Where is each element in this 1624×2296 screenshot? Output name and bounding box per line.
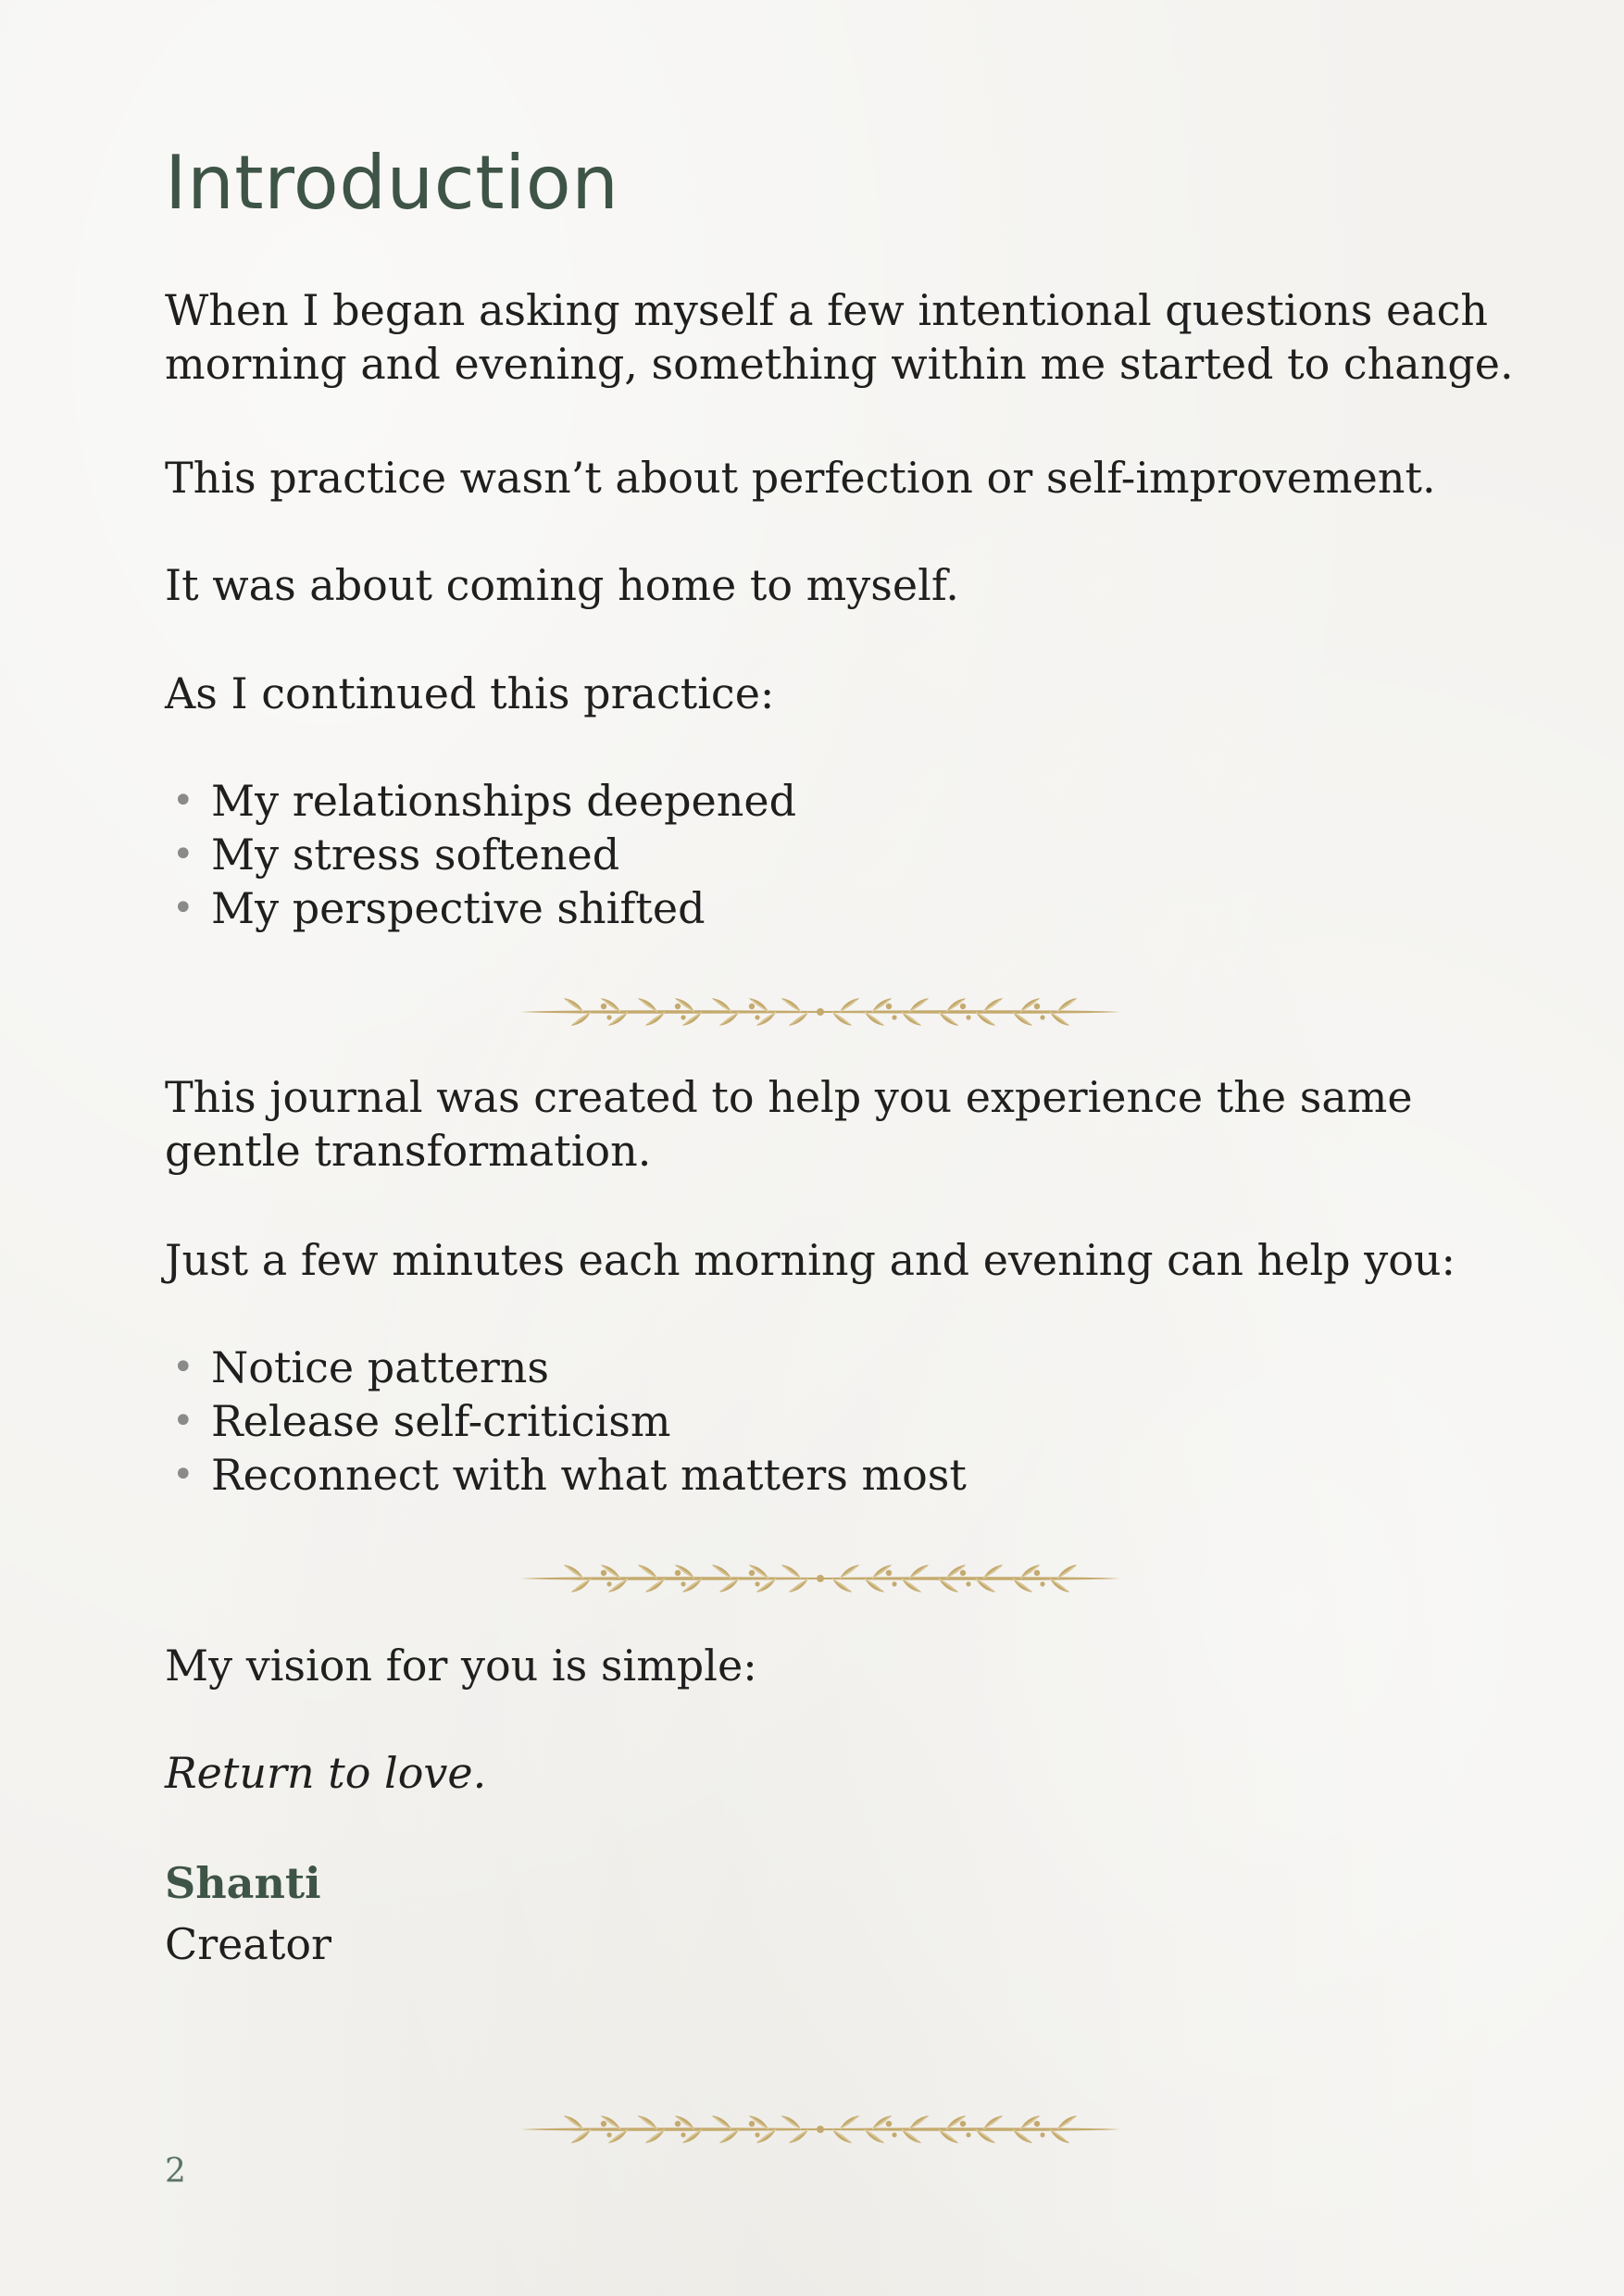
list-item-label: My relationships deepened — [211, 776, 797, 826]
signature-name: Shanti — [165, 1858, 321, 1908]
benefits-list-2 — [165, 1341, 967, 1502]
intro-paragraph-1-line-2: morning and evening, something within me started to change. — [165, 339, 1514, 389]
list-item-label: Notice patterns — [211, 1342, 550, 1392]
motto: Return to love. — [165, 1748, 487, 1798]
bullet-icon: • — [172, 887, 194, 930]
journal-paragraph-1-line-1: This journal was created to help you experience the same — [165, 1072, 1413, 1122]
vision-statement: My vision for you is simple: — [165, 1641, 757, 1691]
journal-paragraph-1-line-2: gentle transformation. — [165, 1126, 652, 1176]
intro-paragraph-3: It was about coming home to myself. — [165, 560, 959, 610]
list-item-label: Reconnect with what matters most — [211, 1450, 967, 1500]
list-item — [165, 774, 796, 828]
journal-paragraph-2: Just a few minutes each morning and evening can help you: — [165, 1235, 1456, 1285]
bullet-icon: • — [172, 1400, 194, 1442]
list-item — [165, 881, 796, 935]
benefits-list-1 — [165, 774, 796, 935]
bullet-icon: • — [172, 833, 194, 876]
journal-paragraph-1 — [165, 1070, 1480, 1178]
intro-paragraph-1 — [165, 283, 1514, 391]
intro-paragraph-2: This practice wasn’t about perfection or self-improvement. — [165, 453, 1436, 503]
laurel-divider-icon — [518, 984, 1122, 1040]
bullet-icon: • — [172, 1454, 194, 1496]
page-number: 2 — [165, 2152, 186, 2190]
list-item — [165, 1341, 967, 1394]
laurel-divider-icon — [518, 1551, 1122, 1606]
page-title: Introduction — [165, 140, 619, 226]
list-item — [165, 1448, 967, 1502]
intro-paragraph-1-line-1: When I began asking myself a few intentional questions each — [165, 285, 1488, 335]
list-item-label: My stress softened — [211, 830, 620, 880]
list-item-label: My perspective shifted — [211, 883, 706, 933]
list-item-label: Release self-criticism — [211, 1396, 671, 1446]
list-item — [165, 828, 796, 881]
list-item — [165, 1394, 967, 1448]
laurel-divider-icon — [518, 2102, 1122, 2157]
intro-paragraph-4: As I continued this practice: — [165, 668, 775, 718]
signature-role: Creator — [165, 1919, 332, 1969]
bullet-icon: • — [172, 1346, 194, 1389]
bullet-icon: • — [172, 780, 194, 822]
